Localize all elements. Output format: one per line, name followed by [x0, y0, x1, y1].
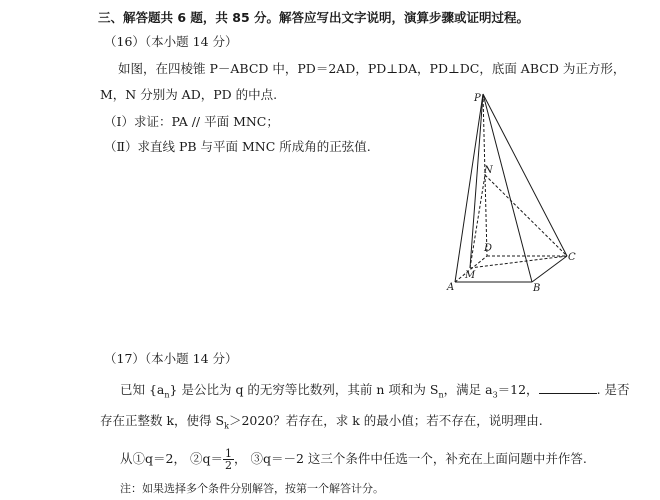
answer-blank[interactable] [539, 381, 597, 394]
q17-line1-d: ＝12， [497, 382, 539, 397]
q17-line1-c: ，满足 a [443, 382, 493, 397]
q17-header: （17）（本小题 14 分） [104, 351, 238, 366]
label-P: P [474, 93, 481, 104]
frac-den: 2 [224, 459, 232, 472]
edge-PM [470, 94, 483, 268]
q16-part2: （Ⅱ）求直线 PB 与平面 MNC 所成角的正弦值. [104, 139, 371, 154]
q17-line2-b: ＞2020？若存在，求 k 的最小值；若不存在，说明理由. [228, 413, 543, 428]
q17-line1-a: 已知 {a [120, 382, 165, 397]
label-N: N [484, 165, 493, 176]
q17-line1-b: } 是公比为 q 的无穷等比数列，其前 n 项和为 S [169, 382, 439, 397]
edge-MN [470, 175, 485, 268]
q17-sub-k: k [224, 421, 229, 431]
label-B: B [533, 283, 541, 294]
q17-sub-n2: n [438, 390, 444, 400]
fraction-half [223, 448, 234, 471]
q17-line3-c: ， [233, 451, 247, 466]
q17-line2 [100, 413, 543, 435]
edge-PC [483, 94, 567, 256]
q17-line3 [120, 448, 587, 471]
q16-stem-line1: 如图，在四棱锥 P－ABCD 中，PD＝2AD，PD⊥DA，PD⊥DC，底面 ABCD 为正方形， [118, 61, 626, 76]
q17-sub-3: 3 [492, 390, 498, 400]
q17-line1-e: . 是否 [596, 382, 630, 397]
q16-header: （16）（本小题 14 分） [104, 34, 238, 49]
q17-line1 [120, 381, 630, 404]
q16-part1: （Ⅰ）求证：PA // 平面 MNC； [104, 114, 279, 129]
label-D: D [484, 243, 493, 254]
section-header: 三、解答题共 6 题，共 85 分。解答应写出文字说明，演算步骤或证明过程。 [98, 10, 530, 25]
q17-line2-a: 存在正整数 k，使得 S [100, 413, 225, 428]
label-M: M [465, 270, 476, 281]
edge-PA [455, 94, 483, 282]
q17-note: 注：如果选择多个条件分别解答，按第一个解答计分。 [120, 482, 384, 495]
q17-line3-d: ③q＝－2 这三个条件中任选一个，补充在上面问题中并作答. [250, 451, 587, 466]
q17-line3-b: ②q＝ [189, 451, 223, 466]
q16-stem-line2: M，N 分别为 AD，PD 的中点. [100, 87, 278, 102]
edge-NC [485, 175, 567, 256]
label-C: C [568, 252, 576, 263]
frac-num: 1 [224, 447, 232, 460]
q17-sub-n: n [164, 390, 170, 400]
label-A: A [447, 282, 455, 293]
q17-line3-a: 从①q＝2， [120, 451, 186, 466]
